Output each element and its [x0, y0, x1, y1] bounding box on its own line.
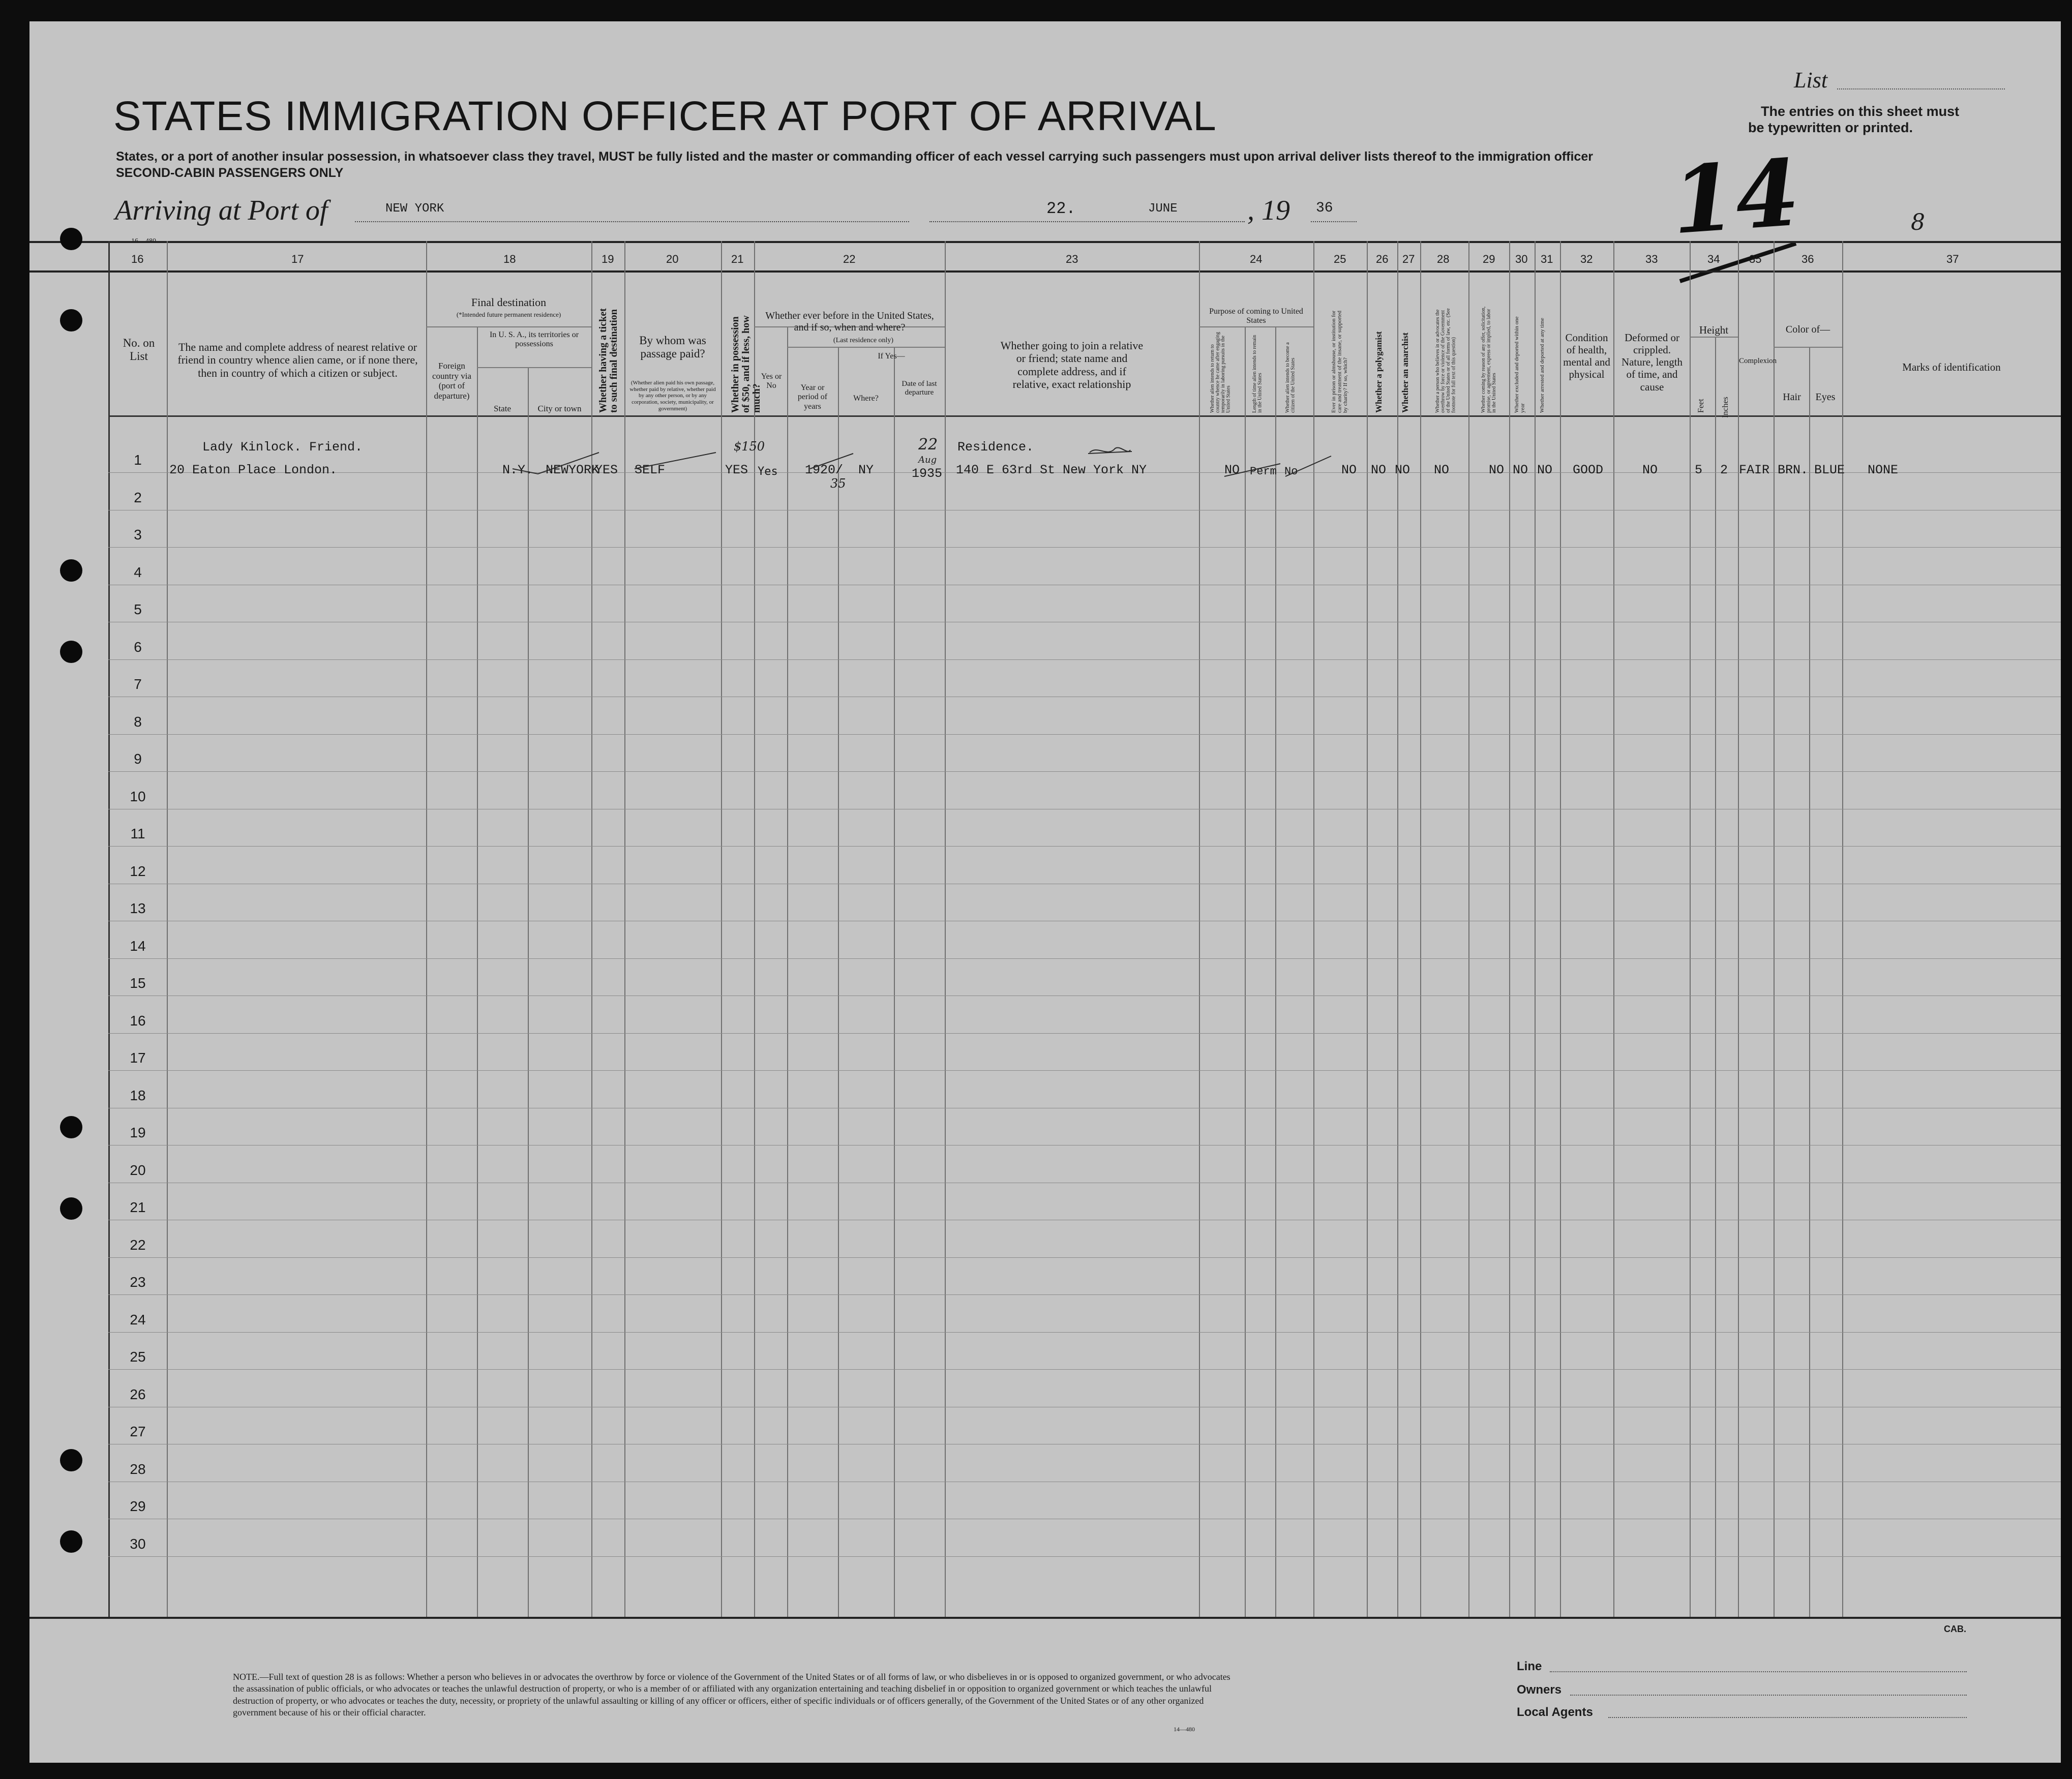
- col-line: [945, 241, 946, 1617]
- purpose-citizen-value: No: [1284, 465, 1298, 478]
- arrival-month: JUNE: [1148, 202, 1178, 216]
- header-final-destination: Final destination: [471, 296, 547, 309]
- join-address: 140 E 63rd St New York NY: [956, 463, 1147, 477]
- row-number: 29: [130, 1498, 146, 1514]
- header-deformed: Deformed or crippled. Nature, length of time, and cause: [1621, 331, 1683, 393]
- overthrow-value: NO: [1434, 463, 1450, 477]
- relative-address: 20 Eaton Place London.: [169, 463, 338, 477]
- header-purpose: Purpose of coming to United States: [1209, 307, 1303, 325]
- row-number: 20: [130, 1162, 146, 1178]
- colnum-35: 35: [1749, 253, 1762, 265]
- row-rule: [108, 1332, 2061, 1333]
- col-line: [477, 326, 478, 1617]
- period-value: 1920/: [805, 463, 844, 477]
- owners-underline: [1570, 1695, 1967, 1696]
- row-rule: [108, 846, 2061, 847]
- check-stroke-purpose: [1219, 454, 1336, 484]
- colnum-18: 18: [503, 253, 516, 265]
- header-eyes: Eyes: [1815, 391, 1836, 403]
- year-underline: [1311, 221, 1357, 222]
- col-line: [1774, 241, 1775, 1617]
- row-rule: [108, 1294, 2061, 1295]
- agents-underline: [1608, 1717, 1967, 1718]
- colnum-22: 22: [843, 253, 856, 265]
- binder-hole: [60, 1197, 82, 1220]
- check-strokes-destination: [507, 448, 609, 479]
- binder-hole: [60, 228, 82, 250]
- colnum-21: 21: [731, 253, 744, 265]
- colnum-19: 19: [602, 253, 614, 265]
- page-subtitle: States, or a port of another insular possession, in whatsoever class they travel, MUST be fully listed and the master or commanding officer of each vessel carrying such passengers must upon arrival deliver lists thereof to the immigration officer: [116, 149, 1593, 164]
- check-stroke-paid: [629, 448, 721, 474]
- binder-hole: [60, 559, 82, 582]
- header-date-departure: Date of last departure: [902, 380, 937, 397]
- col-line: [1420, 241, 1421, 1617]
- header-last-residence: (Last residence only): [833, 337, 894, 344]
- header-passage-paid: By whom was passage paid?: [639, 334, 706, 360]
- col-line: [1468, 241, 1469, 1617]
- relative-name: Lady Kinlock. Friend.: [202, 440, 363, 455]
- colnum-24: 24: [1250, 253, 1263, 265]
- row-number: 16: [130, 1012, 146, 1029]
- row-number: 13: [130, 900, 146, 916]
- health-value: GOOD: [1573, 463, 1604, 477]
- header-feet: Feet: [1697, 399, 1705, 413]
- year-suffix: 36: [1316, 200, 1333, 216]
- row-rule: [108, 734, 2061, 735]
- before-value: Yes: [758, 465, 778, 478]
- header-ticket: Whether having a ticket to such final destination: [597, 308, 619, 413]
- arrival-day: 22.: [1046, 199, 1076, 218]
- col-line: [721, 241, 722, 1617]
- col-line: [1397, 241, 1398, 1617]
- row-number: 5: [134, 601, 142, 617]
- header-fifty-dollars: Whether in possession of $50, and if less, how much?: [730, 315, 762, 413]
- row-rule: [108, 1070, 2061, 1071]
- row-number: 4: [134, 564, 142, 580]
- colnum-26: 26: [1376, 253, 1389, 265]
- row-number: 14: [130, 938, 146, 954]
- col-line: [108, 241, 110, 1617]
- row-number: 27: [130, 1424, 146, 1439]
- col-line: [894, 347, 895, 1617]
- row-number: 25: [130, 1349, 146, 1365]
- colnum-29: 29: [1483, 253, 1495, 265]
- colnum-34: 34: [1707, 253, 1720, 265]
- dest-state: N.Y.: [502, 463, 533, 477]
- col-line: [624, 241, 625, 1617]
- col-line: [1560, 241, 1561, 1617]
- binder-hole: [60, 1530, 82, 1553]
- date-underline: [929, 221, 1245, 222]
- table-bottom-rule: [29, 1617, 2061, 1619]
- join-type: Residence.: [957, 440, 1034, 455]
- row-number: 12: [130, 863, 146, 879]
- row-rule: [108, 1033, 2061, 1034]
- arriving-label: Arriving at Port of: [115, 195, 328, 226]
- sub-rule: [787, 347, 945, 348]
- excluded-value: NO: [1513, 463, 1528, 477]
- departure-month: Aug: [918, 455, 937, 465]
- line-underline: [1550, 1671, 1967, 1672]
- row-number: 18: [130, 1087, 146, 1103]
- header-labor-offer: Whether coming by reason of any offer, solicitation, promise, or agreement, express or implied, to labor in the United States: [1481, 306, 1497, 413]
- header-complexion: Complexion: [1739, 357, 1777, 365]
- colnum-32: 32: [1580, 253, 1593, 265]
- anarchist-value: NO: [1395, 463, 1410, 477]
- list-label: List: [1794, 68, 1828, 93]
- paid-by-value: SELF: [635, 463, 666, 477]
- row-rule: [108, 1257, 2061, 1258]
- colnum-23: 23: [1066, 253, 1078, 265]
- header-excluded: Whether excluded and deported within one year: [1514, 316, 1526, 413]
- binder-hole: [60, 1449, 82, 1471]
- row-number: 22: [130, 1237, 146, 1253]
- col-line: [1738, 241, 1739, 1617]
- header-in-usa: In U. S. A., its territories or possessions: [489, 330, 579, 349]
- header-ever-before: Whether ever before in the United States, and if so, when and where?: [765, 310, 934, 333]
- col-line: [1509, 241, 1510, 1617]
- row-number: 9: [134, 751, 142, 767]
- sheet-number: 14: [1668, 139, 1803, 255]
- row-rule: [108, 1556, 2061, 1557]
- row-number: 10: [130, 788, 146, 804]
- cab-label: CAB.: [1944, 1624, 1966, 1634]
- header-foreign-country: Foreign country via (port of departure): [432, 361, 471, 401]
- binder-hole: [60, 309, 82, 331]
- header-nearest-relative: The name and complete address of nearest relative or friend in country whence alien came, or if none there, then in country of which a citizen or subject.: [177, 341, 418, 379]
- money-value: YES: [725, 463, 748, 477]
- inches-value: 2: [1720, 463, 1728, 477]
- ticket-value: YES: [595, 463, 618, 477]
- colnum-28: 28: [1437, 253, 1450, 265]
- form-number: 14—480: [1174, 1726, 1195, 1733]
- colnum-30: 30: [1515, 253, 1528, 265]
- header-inches: Inches: [1721, 397, 1730, 418]
- check-stroke-before: [807, 448, 858, 474]
- header-final-destination-note: (*Intended future permanent residence): [456, 311, 561, 318]
- row-number: 21: [130, 1199, 146, 1215]
- page-title: STATES IMMIGRATION OFFICER AT PORT OF ARRIVAL: [113, 93, 1217, 139]
- port-name: NEW YORK: [385, 202, 444, 216]
- header-passage-note: (Whether alien paid his own passage, whether paid by relative, whether paid by any other person, or by any corporation, society, municipality, or government): [629, 380, 716, 412]
- colnum-16: 16: [131, 253, 144, 265]
- deported-value: NO: [1537, 463, 1553, 477]
- row-rule: [108, 547, 2061, 548]
- entries-note-2: be typewritten or printed.: [1748, 120, 1913, 135]
- colnum-17: 17: [291, 253, 304, 265]
- header-color-of: Color of—: [1785, 324, 1830, 335]
- header-polygamist: Whether a polygamist: [1374, 331, 1384, 413]
- row-number: 28: [130, 1461, 146, 1477]
- row-number: 24: [130, 1311, 146, 1328]
- col-line: [787, 326, 788, 1617]
- col-line: [1842, 241, 1843, 1617]
- sub-rule: [1690, 337, 1738, 338]
- col-line: [167, 241, 168, 1617]
- port-underline: [355, 221, 909, 222]
- binder-hole: [60, 641, 82, 663]
- row-rule: [108, 659, 2061, 660]
- eyes-value: BLUE: [1814, 463, 1845, 477]
- col-line: [1199, 241, 1200, 1617]
- row-number: 30: [130, 1535, 146, 1552]
- header-city-or-town: City or town: [537, 404, 582, 413]
- sub-rule: [426, 326, 591, 327]
- row-number: 15: [130, 975, 146, 991]
- header-purpose-citizen: Whether alien intends to become a citizen of the United States: [1285, 342, 1296, 413]
- header-anarchist: Whether an anarchist: [1400, 332, 1410, 413]
- colnum-37: 37: [1946, 253, 1959, 265]
- col-line: [1245, 326, 1246, 1617]
- row-number: 6: [134, 639, 142, 655]
- row-rule: [108, 771, 2061, 772]
- year-prefix: , 19: [1247, 195, 1290, 226]
- hair-value: BRN.: [1778, 463, 1809, 477]
- row-number: 7: [134, 676, 142, 692]
- row-rule: [108, 958, 2061, 959]
- row-number: 1: [134, 452, 142, 468]
- col-line: [1809, 347, 1810, 1617]
- colnum-20: 20: [666, 253, 679, 265]
- period-value-2: 35: [830, 476, 846, 491]
- sub-rule: [1774, 347, 1842, 348]
- col-line: [838, 347, 839, 1617]
- feet-value: 5: [1695, 463, 1703, 477]
- col-line: [1275, 326, 1276, 1617]
- colnum-rule: [29, 270, 2061, 273]
- struck-word: [1087, 442, 1133, 463]
- colnum-31: 31: [1541, 253, 1553, 265]
- colnum-36: 36: [1801, 253, 1814, 265]
- header-state: State: [494, 404, 511, 413]
- col-line: [1535, 241, 1536, 1617]
- row-number: 19: [130, 1125, 146, 1140]
- prison-value: NO: [1341, 463, 1357, 477]
- cabin-class: SECOND-CABIN PASSENGERS ONLY: [116, 166, 344, 180]
- row-rule: [108, 1369, 2061, 1370]
- header-marks: Marks of identification: [1902, 361, 2001, 373]
- where-value: NY: [858, 463, 874, 477]
- marks-value: NONE: [1868, 463, 1899, 477]
- col-line: [528, 367, 529, 1617]
- row-number: 11: [130, 826, 145, 841]
- row-number: 2: [134, 489, 142, 505]
- header-overthrow: Whether a person who believes in or advocates the overthrow by force or violence of the Government of the United States or of all forms of law, etc. (See footnote for full text of this question): [1435, 308, 1457, 413]
- header-deported: Whether arrested and deported at any time: [1539, 318, 1545, 413]
- corner-number: 8: [1911, 209, 1925, 235]
- col-line: [1715, 337, 1716, 1617]
- owners-label: Owners: [1517, 1683, 1562, 1697]
- complexion-value: FAIR: [1739, 463, 1770, 477]
- header-yes-or-no: Yes or No: [761, 372, 782, 390]
- header-join-relative: Whether going to join a relative or friend; state name and complete address, and if relative, exact relationship: [1000, 339, 1144, 390]
- header-if-yes: If Yes—: [878, 352, 905, 360]
- header-purpose-length: Length of time alien intends to remain in the United States: [1252, 335, 1263, 413]
- list-underline: [1837, 88, 2005, 89]
- labor-offer-value: NO: [1489, 463, 1505, 477]
- header-purpose-return: Whether alien intends to return to country whence he came after engaging temporarily in laboring pursuits in the United States: [1210, 331, 1232, 413]
- colnum-25: 25: [1334, 253, 1346, 265]
- header-bottom-rule: [108, 415, 2061, 417]
- manifest-sheet: [29, 21, 2061, 1763]
- col-line: [1690, 241, 1691, 1617]
- header-prison: Ever in prison or almshouse, or institution for care and treatment of the insane, or supported by charity? If so, which?: [1331, 310, 1349, 413]
- deformed-value: NO: [1642, 463, 1658, 477]
- agents-label: Local Agents: [1517, 1705, 1593, 1719]
- row-number: 8: [134, 713, 142, 730]
- col-line: [591, 241, 592, 1617]
- header-height: Height: [1699, 324, 1729, 336]
- header-period: Year or period of years: [797, 383, 828, 411]
- row-number: 3: [134, 527, 142, 542]
- table-top-rule: [29, 241, 2061, 243]
- col-line: [1313, 241, 1314, 1617]
- purpose-return-value: NO: [1224, 463, 1240, 477]
- line-label: Line: [1517, 1660, 1542, 1673]
- col-line: [1367, 241, 1368, 1617]
- header-no-on-list: No. on List: [123, 337, 155, 363]
- colnum-33: 33: [1645, 253, 1658, 265]
- row-number: 23: [130, 1274, 146, 1290]
- money-note: $150: [734, 439, 765, 454]
- colnum-27: 27: [1402, 253, 1415, 265]
- entries-note-1: The entries on this sheet must: [1761, 104, 1960, 119]
- purpose-length-value: Perm: [1250, 465, 1277, 478]
- header-hair: Hair: [1783, 391, 1801, 403]
- binder-hole: [60, 1116, 82, 1138]
- col-line: [426, 241, 427, 1617]
- departure-day: 22: [918, 436, 938, 454]
- dest-city: NEWYORK: [546, 463, 599, 477]
- col-line: [1613, 241, 1614, 1617]
- sub-rule: [1199, 326, 1313, 327]
- sub-rule: [477, 367, 591, 368]
- form-code: 16—480: [131, 237, 156, 245]
- row-number: 26: [130, 1386, 146, 1402]
- footnote-question-28: NOTE.—Full text of question 28 is as follows: Whether a person who believes in or advocates the overthrow by force or violence of the Government of the United States or of all forms of law, or who disbelieves in or is opposed to organized government, or who advocates the assassination of public officials, or who advocates or teaches the unlawful destruction of property, or who is a member of or affiliated with any organization entertaining and teaching disbelief in or opposition to organized government or which teaches the unlawful destruction of property, or who advocates or teaches the duty, necessity, or propriety of the unlawful assaulting or killing of any officer or officers, either of specific individuals or of officers generally, of the Government of the United States or of any other organized government because of his or their official character.: [233, 1672, 1230, 1718]
- row-number: 17: [130, 1050, 146, 1066]
- departure-year: 1935: [912, 466, 943, 481]
- header-where: Where?: [853, 394, 879, 403]
- polygamist-value: NO: [1371, 463, 1387, 477]
- header-health: Condition of health, mental and physical: [1563, 331, 1610, 381]
